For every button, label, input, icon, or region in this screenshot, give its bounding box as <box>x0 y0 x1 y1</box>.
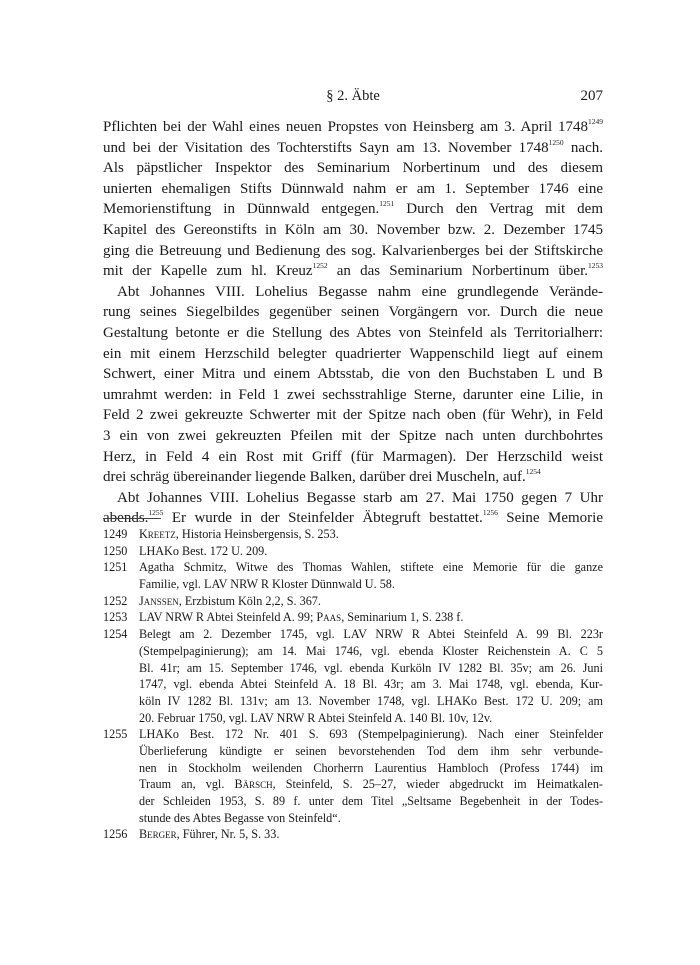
footnote <box>103 626 603 726</box>
text-run: der Schleiden 1953, S. 89 f. unter dem Titel „Seltsame Begebenheit in der Todes- <box>139 794 603 809</box>
footnote-number: 1253 <box>103 610 128 625</box>
footnote-text <box>139 559 603 592</box>
footnote <box>103 609 603 626</box>
text-line <box>103 447 603 468</box>
text-line <box>103 241 603 262</box>
text-run: LHAKo Best. 172 Nr. 401 S. 693 (Stempelpaginierung). Nach einer Steinfelder <box>139 727 603 742</box>
text-run: Traum an, vgl. <box>139 777 235 792</box>
text-run: , Steinfeld, S. 25–27, wieder abgedruckt im Heimatkalen- <box>272 777 603 792</box>
footnote <box>103 526 603 543</box>
text-run: Familie, vgl. LAV NRW R Kloster Dünnwald U. 58. <box>139 577 395 592</box>
text-line <box>103 344 603 365</box>
text-line <box>103 158 603 179</box>
footnote <box>103 543 603 560</box>
footnote-number: 1249 <box>103 527 128 541</box>
running-header <box>103 88 603 108</box>
text-run: Überlieferung kündigte er seinen bevorstehenden Tod dem ihm sehr verbunde- <box>139 744 603 758</box>
author-name: Bärsch <box>234 777 273 792</box>
footnote-line <box>139 710 603 727</box>
footnote-line <box>139 760 603 777</box>
text-run: Feld 2 zwei gekreuzte Schwerter mit der Spitze nach oben (für Wehr), in Feld <box>103 407 603 424</box>
footnote <box>103 559 603 592</box>
text-run: abends. <box>103 510 149 527</box>
text-line <box>103 220 603 241</box>
footnote-number: 1252 <box>103 593 128 608</box>
footnote-line <box>139 643 603 660</box>
footnote-text <box>139 626 603 726</box>
footnote-ref: 1252 <box>312 261 328 271</box>
footnote-number: 1250 <box>103 543 128 558</box>
text-run: Memorienstiftung in Dünnwald entgegen. <box>103 201 380 218</box>
text-line <box>103 426 603 447</box>
text-line <box>103 323 603 344</box>
footnote-line <box>139 543 603 560</box>
text-run: (Stempelpaginierung); am 14. Mai 1746, vgl. ebenda Kloster Reichenstein A. C 5 <box>139 643 603 658</box>
text-run: an das Seminarium Norbertinum über. <box>327 263 588 280</box>
footnote-separator <box>103 518 161 519</box>
running-head: § 2. Äbte <box>326 88 380 104</box>
text-line <box>103 117 603 138</box>
author-name: Berger <box>139 827 177 842</box>
footnote-ref: 1256 <box>482 508 498 518</box>
text-run: Er wurde in der Steinfelder Äbtegruft bestattet. <box>163 510 483 527</box>
text-run: Durch den Vertrag mit dem <box>394 201 604 218</box>
footnote <box>103 726 603 826</box>
text-line <box>103 282 603 303</box>
text-line <box>103 138 603 159</box>
footnote-line <box>139 609 603 626</box>
text-line <box>103 302 603 323</box>
text-line <box>103 405 603 426</box>
footnote-line <box>139 743 603 760</box>
footnote-ref: 1253 <box>588 261 603 271</box>
footnotes <box>103 526 603 843</box>
text-line <box>103 261 603 282</box>
footnote-line <box>139 676 603 693</box>
footnote-line <box>139 559 603 576</box>
text-run: köln IV 1282 Bl. 131v; am 13. November 1748, vgl. LHAKo Best. 172 U. 209; am <box>139 693 603 708</box>
footnote <box>103 826 603 843</box>
footnote-line <box>139 593 603 610</box>
footnote-line <box>139 526 603 543</box>
text-run: drei schräg übereinander liegende Balken, darüber drei Muscheln, auf. <box>103 469 526 486</box>
text-line <box>103 179 603 200</box>
text-run: , Historia Heinsbergensis, S. 253. <box>175 527 339 541</box>
text-run: Schwert, einer Mitra und einem Abtsstab, die von den Buchstaben L und B <box>103 366 603 383</box>
text-run: Herz, in Feld 4 ein Rost mit Griff (für Marmagen). Der Herzschild weist <box>103 448 603 465</box>
footnote <box>103 593 603 610</box>
footnote-line <box>139 576 603 593</box>
text-line <box>103 199 603 220</box>
text-run: Abt Johannes VIII. Lohelius Begasse starb am 27. Mai 1750 gegen 7 Uhr <box>117 489 603 506</box>
footnote-line <box>139 626 603 643</box>
footnote-text <box>139 543 603 560</box>
footnote-line <box>139 726 603 743</box>
text-run: 3 ein von zwei gekreuzten Pfeilen mit der Spitze nach unten durchbohrtes <box>103 427 603 444</box>
footnote-line <box>139 660 603 677</box>
footnote-text <box>139 593 603 610</box>
footnote-line <box>139 826 603 843</box>
footnote-ref: 1255 <box>148 508 164 518</box>
text-run: ging die Betreuung und Bedienung des sog. Kalvarienberges bei der Stiftskirche <box>103 242 603 259</box>
text-run: umrahmt werden: in Feld 1 zwei sechsstrahlige Sterne, darunter eine Lilie, in <box>103 386 603 403</box>
text-run: ein mit einem Herzschild belegter quadrierter Wappenschild liegt auf einem <box>103 345 603 362</box>
footnote-text <box>139 826 603 843</box>
text-run: 1747, vgl. ebenda Abtei Steinfeld A. 18 Bl. 43r; am 3. Mai 1748, vgl. ebenda, Kur- <box>139 677 603 692</box>
text-run: LAV NRW R Abtei Steinfeld A. 99; <box>139 610 317 625</box>
author-name: Janssen <box>139 593 179 608</box>
body-text <box>103 117 603 529</box>
author-name: Paas <box>316 610 342 625</box>
footnote-ref: 1249 <box>588 117 603 126</box>
footnote-number: 1254 <box>103 627 128 642</box>
footnote-text <box>139 726 603 826</box>
text-run: Pflichten bei der Wahl eines neuen Propstes von Heinsberg am 3. April 1748 <box>103 119 588 135</box>
text-run: Bl. 41r; am 15. September 1746, vgl. ebenda Kurköln IV 1282 Bl. 35v; am 26. Juni <box>139 660 603 675</box>
author-name: Kreetz <box>139 527 176 541</box>
text-run: Belegt am 2. Dezember 1745, vgl. LAV NRW R Abtei Steinfeld A. 99 Bl. 223r <box>139 627 603 642</box>
text-run: rung seines Siegelbildes gegenüber seinen Vorgängern vor. Durch die neue <box>103 304 603 321</box>
text-run: , Erzbistum Köln 2,2, S. 367. <box>178 593 321 608</box>
footnote-number: 1256 <box>103 827 128 842</box>
text-run: stunde des Abtes Begasse von Steinfeld“. <box>139 810 341 825</box>
footnote-line <box>139 793 603 810</box>
text-run: , Führer, Nr. 5, S. 33. <box>176 827 280 842</box>
text-run: 20. Februar 1750, vgl. LAV NRW R Abtei Steinfeld A. 140 Bl. 10v, 12v. <box>139 710 493 725</box>
footnote-text <box>139 526 603 543</box>
text-run: Gestaltung betonte er die Stellung des Abtes von Steinfeld als Territorialherr: <box>103 324 603 341</box>
text-run: unierten ehemaligen Stifts Dünnwald nahm er am 1. September 1746 eine <box>103 180 603 197</box>
text-run: nach. <box>563 139 603 156</box>
page-number: 207 <box>580 88 603 104</box>
text-line <box>103 467 603 488</box>
footnote-ref: 1254 <box>525 467 541 477</box>
text-line <box>103 488 603 509</box>
text-line <box>103 364 603 385</box>
footnote-number: 1251 <box>103 560 128 575</box>
text-line <box>103 385 603 406</box>
footnote-ref: 1251 <box>379 199 395 209</box>
text-run: nen in Stockholm weilenden Chorherrn Laurentius Hambloch (Profess 1744) im <box>139 760 603 775</box>
footnote-ref: 1250 <box>548 137 564 147</box>
text-run: und bei der Visitation des Tochterstifts Sayn am 13. November 1748 <box>103 139 549 156</box>
text-run: Agatha Schmitz, Witwe des Thomas Wahlen, stiftete eine Memorie für die ganze <box>139 560 603 575</box>
text-run: Seine Memorie <box>497 510 603 527</box>
text-run: mit der Kapelle zum hl. Kreuz <box>103 263 313 280</box>
footnote-line <box>139 810 603 827</box>
text-run: Als päpstlicher Inspektor des Seminarium Norbertinum und des diesem <box>103 160 603 177</box>
text-run: LHAKo Best. 172 U. 209. <box>139 543 268 558</box>
footnote-line <box>139 776 603 793</box>
footnote-text <box>139 609 603 626</box>
text-run: Abt Johannes VIII. Lohelius Begasse nahm eine grundlegende Verände- <box>117 283 603 300</box>
footnote-number: 1255 <box>103 727 128 742</box>
text-run: Kapitel des Gereonstifts in Köln am 30. November bzw. 2. Dezember 1745 <box>103 221 603 238</box>
text-run: , Seminarium 1, S. 238 f. <box>341 610 464 625</box>
footnote-line <box>139 693 603 710</box>
